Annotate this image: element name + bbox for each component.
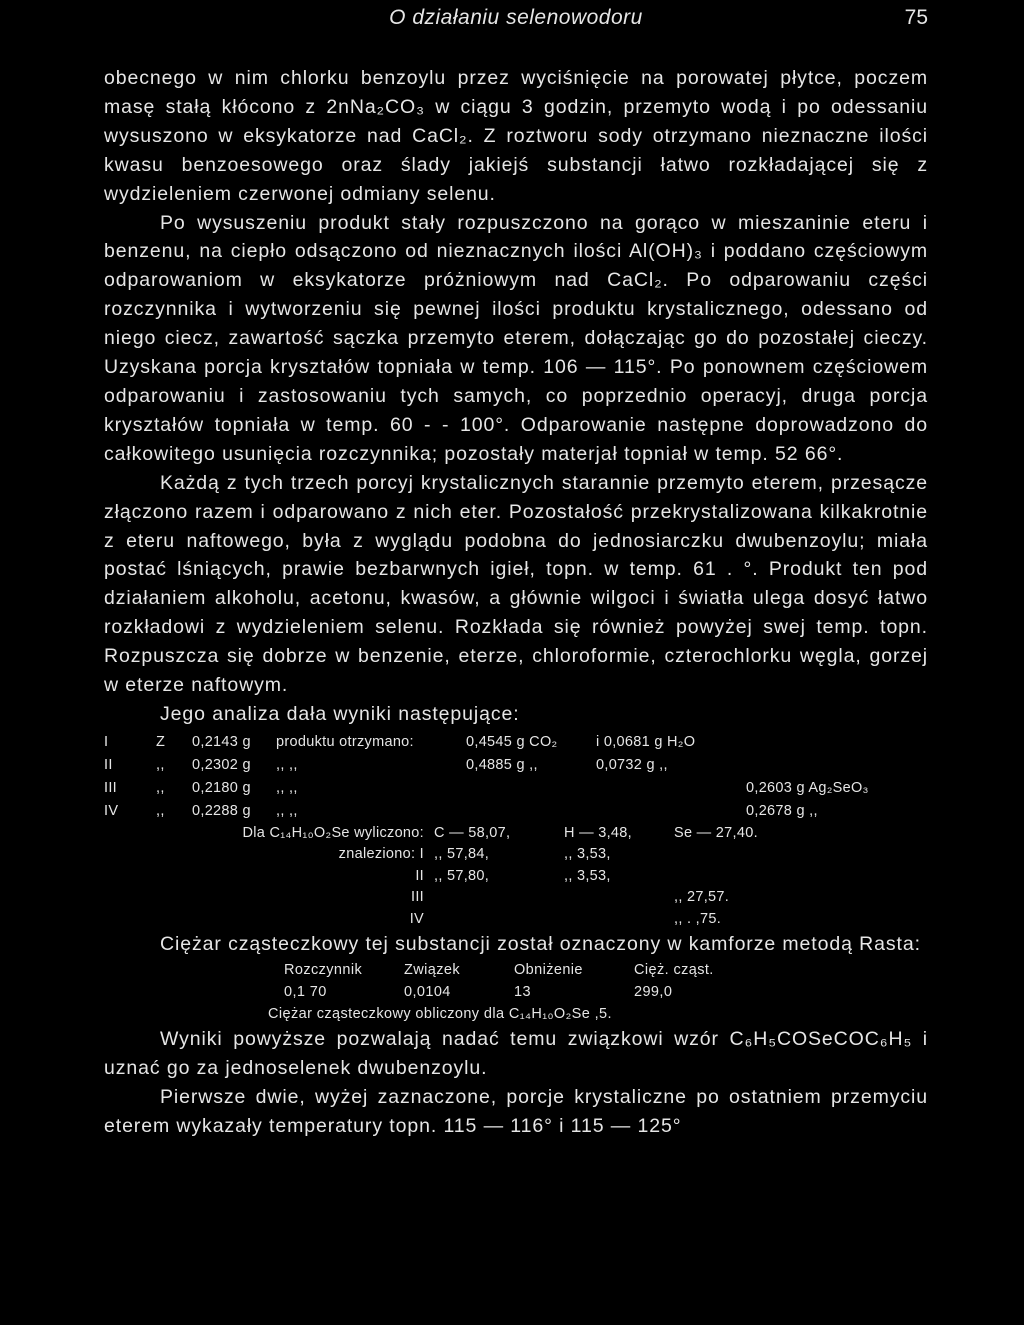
- result-description: ,, ,,: [276, 802, 298, 819]
- running-header: [104, 6, 928, 36]
- sample-mass: 0,2180 g: [192, 779, 251, 796]
- carbon-value: ,, 57,84,: [434, 846, 490, 863]
- calc-label: III: [411, 889, 424, 906]
- rast-header-row: [284, 959, 928, 981]
- hydrogen-value: ,, 3,53,: [564, 867, 611, 884]
- result-description: ,, ,,: [276, 756, 298, 773]
- analysis-intro: Jego analiza dała wyniki następujące:: [160, 702, 520, 725]
- selenium-value: [674, 844, 804, 866]
- calc-label: Dla C₁₄H₁₀O₂Se wyliczono:: [242, 824, 424, 841]
- calc-label: II: [415, 867, 424, 884]
- paragraph-molecular-weight: Ciężar cząsteczkowy tej substancji został oznaczony w kamforze metodą Rasta:: [160, 933, 921, 956]
- calc-row: [104, 887, 928, 909]
- calc-label: znaleziono: I: [338, 846, 424, 863]
- result-prefix: ,,: [156, 802, 165, 819]
- selenium-value: Se — 27,40.: [674, 824, 758, 841]
- result-row: [104, 754, 928, 777]
- paragraph: Każdą z tych trzech porcyj krystalicznych starannie przemyto eterem, przesącze złączono razem i odparowano z nich eter. Pozostałość przekrystalizowana kilkakrotnie z eteru naftowego, była z wyglądu podobna do jednosiarczku dwubenzoylu; miała postać lśniących, prawie bezbarwnych igieł, topn. w temp. 61 . °. Produkt ten pod działaniem alkoholu, acetonu, kwasów, a głównie wilgoci i światła ulega dosyć łatwo rozkładowi z wydzieleniem selenu. Rozkłada się również powyżej swej temp. topn. Rozpuszcza się dobrze w benzenie, eterze, chloroformie, czterochlorku węgla, gorzej w eterze naftowym.: [104, 471, 928, 697]
- rast-header: Związek: [404, 962, 460, 979]
- rast-value-row: [284, 981, 928, 1003]
- result-description: ,, ,,: [276, 779, 298, 796]
- paragraph: obecnego w nim chlorku benzoylu przez wyciśnięcie na porowatej płytce, poczem masę stałą kłócono z 2nNa₂CO₃ w ciągu 3 godzin, przemyto wodą i po odessaniu wysuszono w eksykatorze nad CaCl₂. Z roztworu sody otrzymano nieznaczne ilości kwasu benzoesowego oraz ślady jakiejś substancji łatwo rozkładającej się z wydzieleniem czerwonej odmiany selenu.: [104, 67, 928, 205]
- running-title: O działaniu selenowodoru: [389, 6, 643, 29]
- h2o-mass: i 0,0681 g H₂O: [596, 733, 696, 750]
- calc-row: [104, 844, 928, 866]
- rast-value: 0,1 70: [284, 984, 327, 1001]
- rast-value: 0,0104: [404, 984, 451, 1001]
- result-number: III: [104, 779, 117, 796]
- hydrogen-value: [564, 909, 674, 931]
- carbon-value: C — 58,07,: [434, 824, 511, 841]
- h2o-mass: 0,0732 g ,,: [596, 756, 668, 773]
- paragraph: Pierwsze dwie, wyżej zaznaczone, porcje krystaliczne po ostatniem przemyciu eterem wykazały temperatury topn. 115 — 116° i 115 — 125°: [104, 1086, 928, 1137]
- sample-mass: 0,2302 g: [192, 756, 251, 773]
- sample-mass: 0,2143 g: [192, 733, 251, 750]
- result-row: [104, 731, 928, 754]
- rast-value: 13: [514, 984, 531, 1001]
- selenium-value: [674, 866, 804, 888]
- result-row: [104, 777, 928, 800]
- rast-calculated-note: Ciężar cząsteczkowy obliczony dla C₁₄H₁₀O₂Se ,5.: [268, 1006, 612, 1023]
- selenite-mass: 0,2603 g Ag₂SeO₃: [746, 779, 869, 796]
- carbon-value: [434, 909, 564, 931]
- calc-row: [104, 909, 928, 931]
- rast-header: Rozczynnik: [284, 962, 363, 979]
- analysis-results: [104, 731, 928, 823]
- selenite-mass: 0,2678 g ,,: [746, 802, 818, 819]
- rast-header: Cięż. cząst.: [634, 962, 714, 979]
- result-prefix: ,,: [156, 779, 165, 796]
- result-description: produktu otrzymano:: [276, 733, 414, 750]
- rast-method-table: [268, 959, 928, 1025]
- calc-row: [104, 823, 928, 845]
- hydrogen-value: H — 3,48,: [564, 824, 632, 841]
- result-number: IV: [104, 802, 119, 819]
- paragraph: Wyniki powyższe pozwalają nadać temu związkowi wzór C₆H₅COSeCOC₆H₅ i uznać go za jednoselenek dwubenzoylu.: [104, 1028, 928, 1080]
- carbon-value: ,, 57,80,: [434, 867, 490, 884]
- calc-label: IV: [409, 910, 424, 927]
- co2-mass: 0,4885 g ,,: [466, 756, 538, 773]
- result-row: [104, 800, 928, 823]
- calculated-vs-found: [104, 823, 928, 931]
- selenium-value: ,, . ,75.: [674, 910, 722, 927]
- result-prefix: ,,: [156, 756, 165, 773]
- page-number: 75: [904, 6, 928, 29]
- result-number: I: [104, 733, 109, 750]
- co2-mass: 0,4545 g CO₂: [466, 733, 558, 750]
- rast-header: Obniżenie: [514, 962, 583, 979]
- paragraph: Po wysuszeniu produkt stały rozpuszczono na gorąco w mieszaninie eteru i benzenu, na ciepło odsączono od nieznacznych ilości Al(OH)₃ i poddano częściowym odparowaniom w eksykatorze próżniowym nad CaCl₂. Po odparowaniu części rozczynnika i wytworzeniu się pewnej ilości produktu krystalicznego, odessano od niego ciecz, zawartość sączka przemyto eterem, dołączając go do pozostałej cieczy. Uzyskana porcja kryształów topniała w temp. 106 — 115°. Po ponownem częściowem odparowaniu i zastosowaniu tych samych, co poprzednio operacyj, druga porcja kryształów topniała w temp. 60 - - 100°. Odparowanie następne doprowadzono do całkowitego usunięcia rozczynnika; pozostały materjał topniał w temp. 52 66°.: [104, 211, 928, 465]
- hydrogen-value: [564, 887, 674, 909]
- selenium-value: ,, 27,57.: [674, 889, 730, 906]
- article-body: [104, 64, 928, 1141]
- sample-mass: 0,2288 g: [192, 802, 251, 819]
- result-prefix: Z: [156, 733, 166, 750]
- calc-row: [104, 866, 928, 888]
- hydrogen-value: ,, 3,53,: [564, 846, 611, 863]
- rast-value: 299,0: [634, 984, 673, 1001]
- carbon-value: [434, 887, 564, 909]
- result-number: II: [104, 756, 113, 773]
